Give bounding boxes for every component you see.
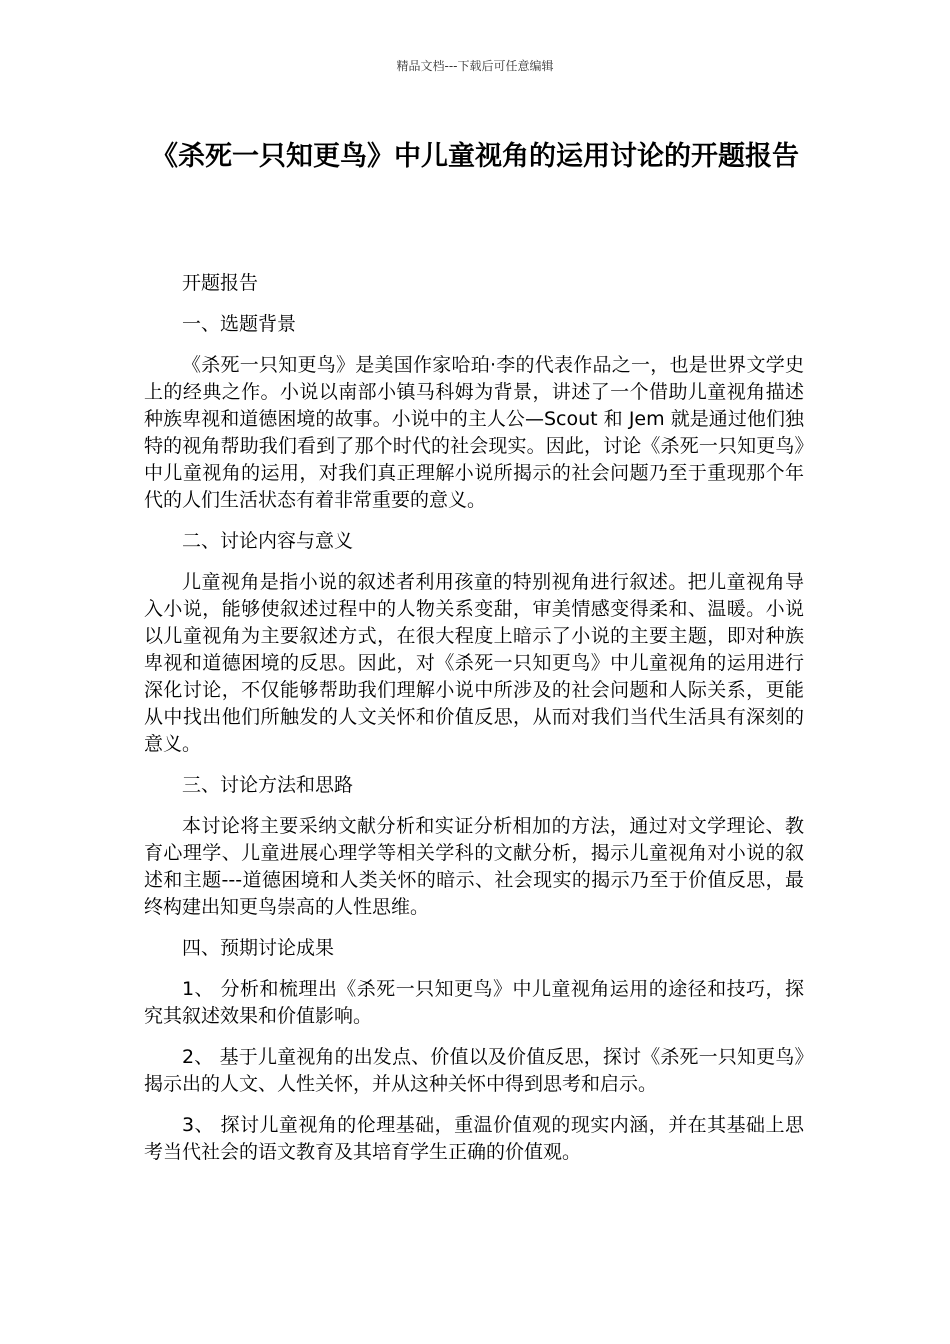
document-body [144, 270, 804, 1180]
outcome-item-2: 2、 基于儿童视角的出发点、价值以及价值反思，探讨《杀死一只知更鸟》揭示出的人文、人性关怀，并从这种关怀中得到思考和启示。 [144, 1046, 804, 1095]
paragraph-content: 儿童视角是指小说的叙述者利用孩童的特别视角进行叙述。把儿童视角导入小说，能够使叙述过程中的人物关系变甜，审美情感变得柔和、温暖。小说以儿童视角为主要叙述方式，在很大程度上暗示了小说的主要主题，即对种族卑视和道德困境的反思。因此，对《杀死一只知更鸟》中儿童视角的运用进行深化讨论，不仅能够帮助我们理解小说中所涉及的社会问题和人际关系，更能从中找出他们所触发的人文关怀和价值反思，从而对我们当代生活具有深刻的意义。 [144, 571, 804, 755]
document-title: 《杀死一只知更鸟》中儿童视角的运用讨论的开题报告 [151, 141, 799, 172]
section-heading-method: 三、讨论方法和思路 [182, 774, 354, 796]
section-heading-background: 一、选题背景 [182, 313, 297, 335]
paragraph-method: 本讨论将主要采纳文献分析和实证分析相加的方法，通过对文学理论、教育心理学、儿童进展心理学等相关学科的文献分析，揭示儿童视角对小说的叙述和主题---道德困境和人类关怀的暗示、社会现实的揭示乃至于价值反思，最终构建出知更鸟崇高的人性思维。 [144, 815, 804, 918]
report-label: 开题报告 [182, 272, 259, 294]
outcome-item-1: 1、 分析和梳理出《杀死一只知更鸟》中儿童视角运用的途径和技巧，探究其叙述效果和价值影响。 [144, 978, 804, 1027]
section-heading-outcomes: 四、预期讨论成果 [182, 937, 335, 959]
outcome-item-3: 3、 探讨儿童视角的伦理基础，重温价值观的现实内涵，并在其基础上思考当代社会的语文教育及其培育学生正确的价值观。 [144, 1114, 804, 1163]
paragraph-background: 《杀死一只知更鸟》是美国作家哈珀·李的代表作品之一，也是世界文学史上的经典之作。小说以南部小镇马科姆为背景，讲述了一个借助儿童视角描述种族卑视和道德困境的故事。小说中的主人公—Scout 和 Jem 就是通过他们独特的视角帮助我们看到了那个时代的社会现实。因此，讨论《杀死一只知更鸟》中儿童视角的运用，对我们真正理解小说所揭示的社会问题乃至于重现那个年代的人们生活状态有着非常重要的意义。 [144, 354, 804, 511]
section-heading-content: 二、讨论内容与意义 [182, 530, 354, 552]
header-note: 精品文档---下载后可任意编辑 [396, 59, 554, 73]
